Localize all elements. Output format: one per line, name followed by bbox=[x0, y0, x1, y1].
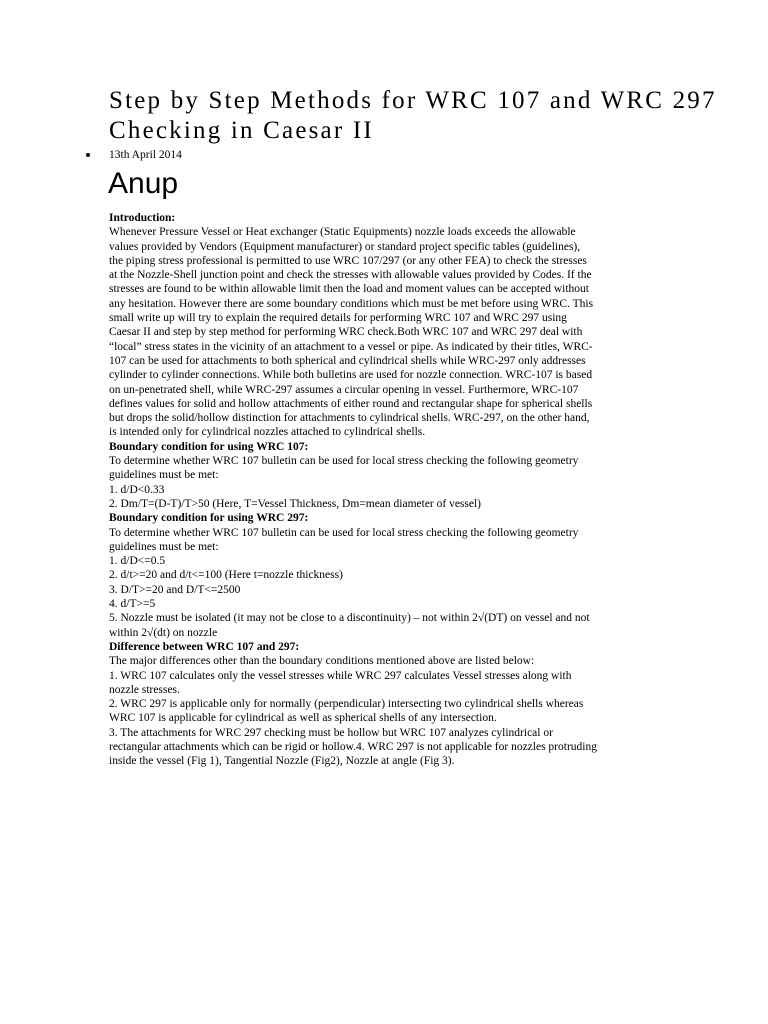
body-text-line: To determine whether WRC 107 bulletin can be used for local stress checking the following geometry bbox=[109, 526, 579, 539]
section-heading: Boundary condition for using WRC 297: bbox=[109, 512, 309, 525]
body-text-line: guidelines must be met: bbox=[109, 469, 219, 482]
body-text-line: 4. d/T>=5 bbox=[109, 598, 156, 611]
body-text-line: within 2√(dt) on nozzle bbox=[109, 626, 218, 639]
body-text-line: 1. d/D<=0.5 bbox=[109, 555, 166, 568]
body-text-line: at the Nozzle-Shell junction point and check the stresses with allowable values provided by Codes. If the bbox=[109, 269, 592, 282]
body-text-line: WRC 107 is applicable for cylindrical as well as spherical shells of any intersection. bbox=[109, 712, 497, 725]
body-text-line: To determine whether WRC 107 bulletin can be used for local stress checking the following geometry bbox=[109, 455, 579, 468]
body-text-line: 2. WRC 297 is applicable only for normally (perpendicular) intersecting two cylindrical shells whereas bbox=[109, 698, 584, 711]
body-text-line: 3. D/T>=20 and D/T<=2500 bbox=[109, 583, 241, 596]
body-text-line: on un-penetrated shell, while WRC-297 assumes a circular opening in vessel. Furthermore, WRC-107 bbox=[109, 383, 579, 396]
body-text-line: defines values for solid and hollow attachments of either round and rectangular shape for spherical shells bbox=[109, 397, 593, 410]
section-heading: Difference between WRC 107 and 297: bbox=[109, 640, 300, 653]
body-text-line: any hesitation. However there are some boundary conditions which must be met before using WRC. This bbox=[109, 297, 594, 310]
section-heading: Introduction: bbox=[109, 212, 176, 224]
body-text-line: rectangular attachments which can be rigid or hollow.4. WRC 297 is not applicable for nozzles protruding bbox=[109, 740, 597, 753]
body-text-line: is intended only for cylindrical nozzles attached to cylindrical shells. bbox=[109, 426, 426, 439]
body-text-line: small write up will try to explain the required details for performing WRC 107 and WRC 297 using bbox=[109, 312, 567, 325]
body-text-line: 2. d/t>=20 and d/t<=100 (Here t=nozzle thickness) bbox=[109, 569, 343, 582]
article-body bbox=[109, 211, 657, 769]
body-text-line: 107 can be used for attachments to both spherical and cylindrical shells while WRC-297 only addresses bbox=[109, 354, 586, 367]
body-text-line: the piping stress professional is permitted to use WRC 107/297 (or any other FEA) to check the stresses bbox=[109, 254, 587, 267]
body-text-line: The major differences other than the boundary conditions mentioned above are listed below: bbox=[109, 655, 535, 668]
date-item bbox=[84, 148, 182, 162]
author-name: Anup bbox=[108, 167, 179, 200]
body-text-line: values provided by Vendors (Equipment manufacturer) or standard project specific tables (guidelines), bbox=[109, 240, 581, 253]
body-text-line: Whenever Pressure Vessel or Heat exchanger (Static Equipments) nozzle loads exceeds the allowable bbox=[109, 226, 576, 239]
body-text-line: “local” stress states in the vicinity of an attachment to a vessel or pipe. As indicated by their titles, WRC- bbox=[109, 340, 593, 353]
body-text-line: stresses are found to be within allowable limit then the load and moment values can be accepted without bbox=[109, 283, 589, 296]
bullet-icon bbox=[86, 153, 90, 157]
body-text-line: nozzle stresses. bbox=[109, 683, 180, 696]
body-text-line: 1. d/D<0.33 bbox=[109, 483, 165, 496]
body-text-line: 1. WRC 107 calculates only the vessel stresses while WRC 297 calculates Vessel stresses along with bbox=[109, 669, 572, 682]
body-text-line: guidelines must be met: bbox=[109, 540, 219, 553]
body-text-line: cylinder to cylinder connections. While both bulletins are used for nozzle connection. WRC-107 is based bbox=[109, 369, 593, 382]
body-text-line: 3. The attachments for WRC 297 checking must be hollow but WRC 107 analyzes cylindrical or bbox=[109, 726, 553, 739]
body-text-line: but drops the solid/hollow distinction for attachments to cylindrical shells. WRC-297, on the other hand, bbox=[109, 412, 590, 425]
body-text-line: inside the vessel (Fig 1), Tangential Nozzle (Fig2), Nozzle at angle (Fig 3). bbox=[109, 755, 455, 768]
section-heading: Boundary condition for using WRC 107: bbox=[109, 440, 309, 453]
body-text-line: 5. Nozzle must be isolated (it may not be close to a discontinuity) – not within 2√(DT) on vessel and not bbox=[109, 612, 590, 625]
body-text-line: Caesar II and step by step method for performing WRC check.Both WRC 107 and WRC 297 deal with bbox=[109, 326, 583, 339]
document-title: Step by Step Methods for WRC 107 and WRC 297 Checking in Caesar II bbox=[109, 87, 717, 144]
date-list bbox=[84, 148, 182, 162]
body-text-line: 2. Dm/T=(D-T)/T>50 (Here, T=Vessel Thickness, Dm=mean diameter of vessel) bbox=[109, 497, 482, 510]
publish-date: 13th April 2014 bbox=[109, 149, 182, 161]
